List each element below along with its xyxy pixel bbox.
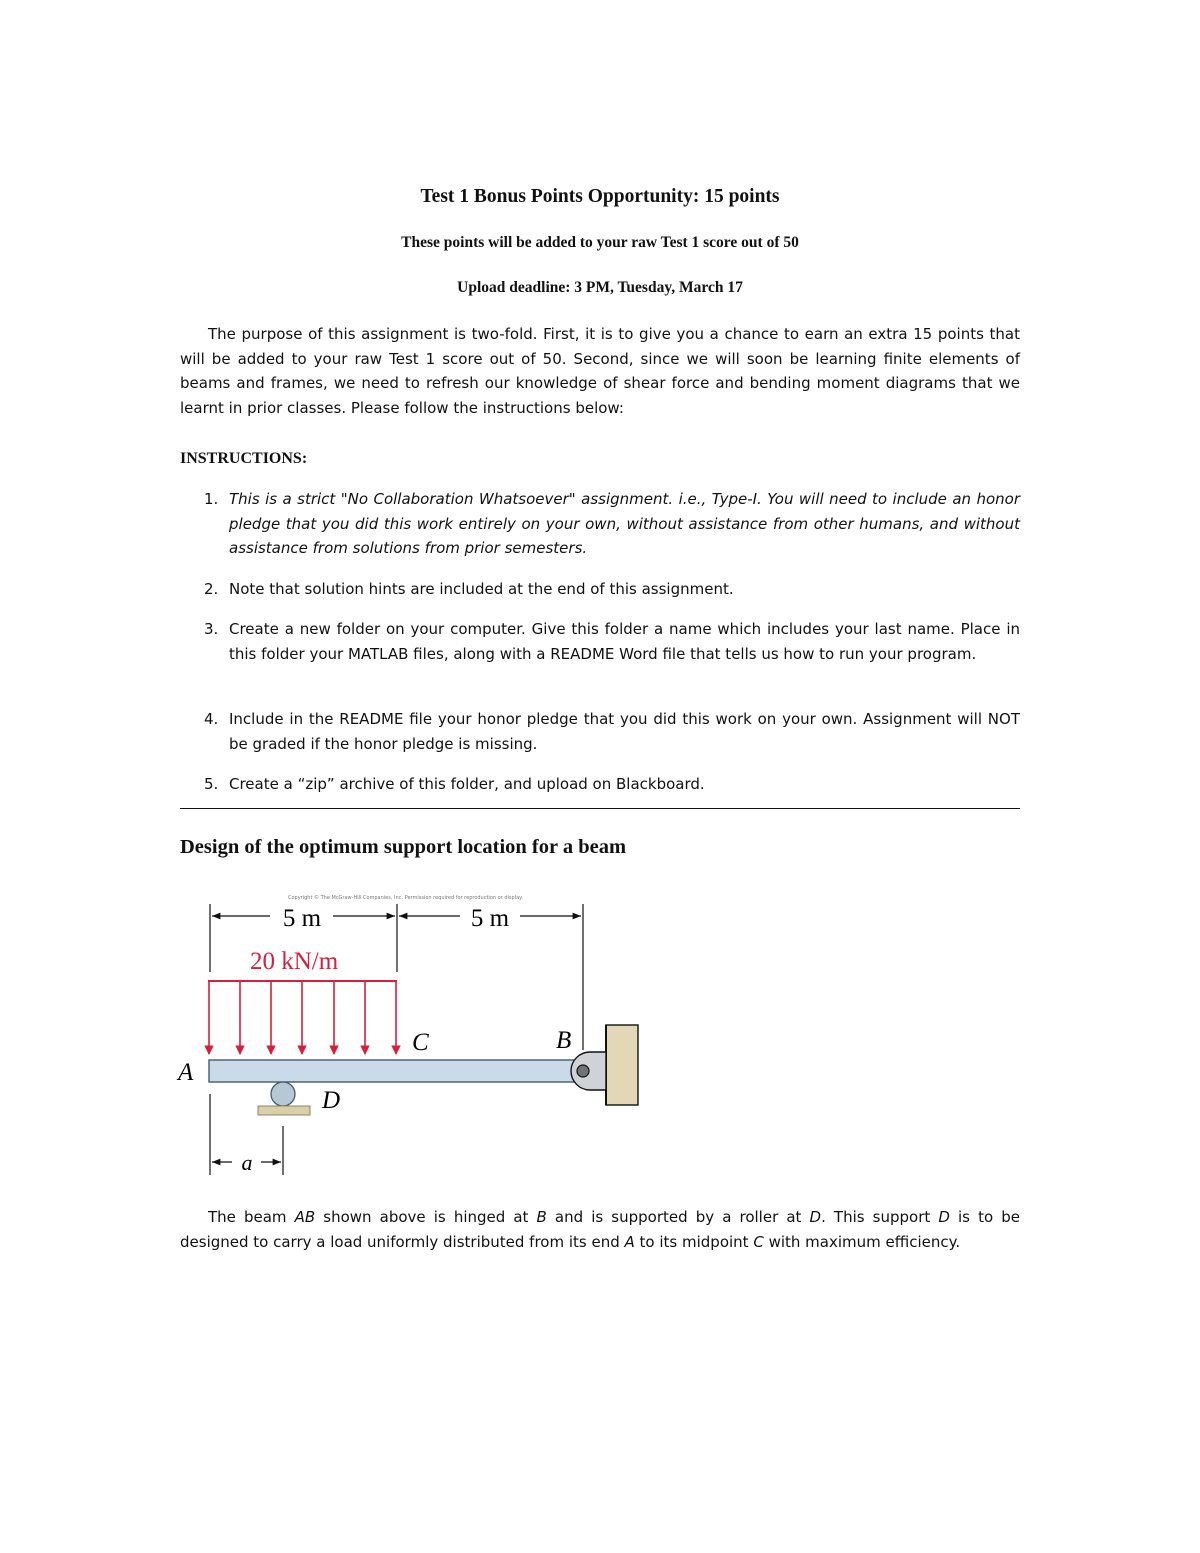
instruction-item [204, 707, 1020, 756]
item-number: 1. [204, 490, 219, 508]
item-number: 4. [204, 710, 219, 728]
item-text: Note that solution hints are included at the end of this assignment. [229, 580, 734, 598]
closing-var: D [809, 1208, 822, 1226]
item-text: Create a “zip” archive of this folder, and upload on Blackboard. [229, 775, 705, 793]
closing-text: is to be designed to carry a load uniformly distributed from its end [180, 1208, 1020, 1251]
label-d: D [322, 1087, 341, 1114]
item-number: 3. [204, 620, 219, 638]
instruction-item [204, 577, 1020, 602]
item-text: Create a new folder on your computer. Give this folder a name which includes your last name. Place in this folder your MATLAB files, along with a README Word file that tells us how to run your program. [229, 620, 1020, 663]
instruction-item [204, 487, 1020, 561]
page-subtitle: These points will be added to your raw Test 1 score out of 50 [401, 234, 799, 251]
closing-paragraph [180, 1205, 1020, 1254]
intro-text: The purpose of this assignment is two-fold. First, it is to give you a chance to earn an extra 15 points that will be added to your raw Test 1 score out of 50. Second, since we will soon be learning finite elements of beams and frames, we need to refresh our knowledge of shear force and bending moment diagrams that we learnt in prior classes. Please follow the instructions below: [180, 325, 1020, 417]
closing-var: D [938, 1208, 950, 1226]
intro-paragraph [180, 322, 1020, 420]
label-a: A [178, 1059, 194, 1086]
item-text: This is a strict "No Collaboration Whatsoever" assignment. i.e., Type-I. You will need to include an honor pledge that you did this work entirely on your own, without assistance from other humans, and without assistance from solutions from prior semesters. [229, 490, 1020, 557]
label-c: C [412, 1029, 429, 1056]
closing-text: shown above is hinged at [315, 1208, 537, 1226]
item-text: Include in the README file your honor pledge that you did this work on your own. Assignment will NOT be graded if the honor pledge is missing. [229, 710, 1020, 753]
wall-support [606, 1025, 638, 1105]
copyright-note: Copyright © The McGraw-Hill Companies, Inc. Permission required for reproduction or display. [288, 895, 523, 901]
page-title: Test 1 Bonus Points Opportunity: 15 points [420, 186, 780, 207]
closing-var: A [624, 1232, 635, 1251]
section-title: Design of the optimum support location for a beam [180, 836, 627, 858]
load-label: 20 kN/m [250, 948, 339, 975]
closing-var: AB [294, 1208, 316, 1226]
instructions-heading: INSTRUCTIONS: [180, 450, 308, 467]
closing-var: B [536, 1208, 547, 1226]
roller-ground [258, 1106, 310, 1115]
dim-label-a: a [241, 1150, 253, 1175]
dim-label-right: 5 m [470, 905, 510, 932]
instruction-item [204, 772, 1020, 797]
label-b: B [556, 1027, 572, 1054]
closing-text: The beam [208, 1208, 295, 1226]
beam-diagram [170, 880, 650, 1190]
dim-label-left: 5 m [282, 905, 322, 932]
hinge-pin [577, 1065, 589, 1077]
upload-deadline: Upload deadline: 3 PM, Tuesday, March 17 [457, 279, 743, 296]
section-divider [180, 808, 1020, 809]
item-number: 2. [204, 580, 219, 598]
closing-text: and is supported by a roller at [546, 1208, 810, 1226]
closing-text: . This support [821, 1208, 939, 1226]
beam [209, 1060, 589, 1082]
closing-text: with maximum efficiency. [763, 1232, 961, 1251]
closing-text: to its midpoint [634, 1232, 754, 1251]
instruction-item [204, 617, 1020, 666]
roller [271, 1082, 295, 1106]
closing-var: C [753, 1232, 764, 1251]
item-number: 5. [204, 775, 219, 793]
